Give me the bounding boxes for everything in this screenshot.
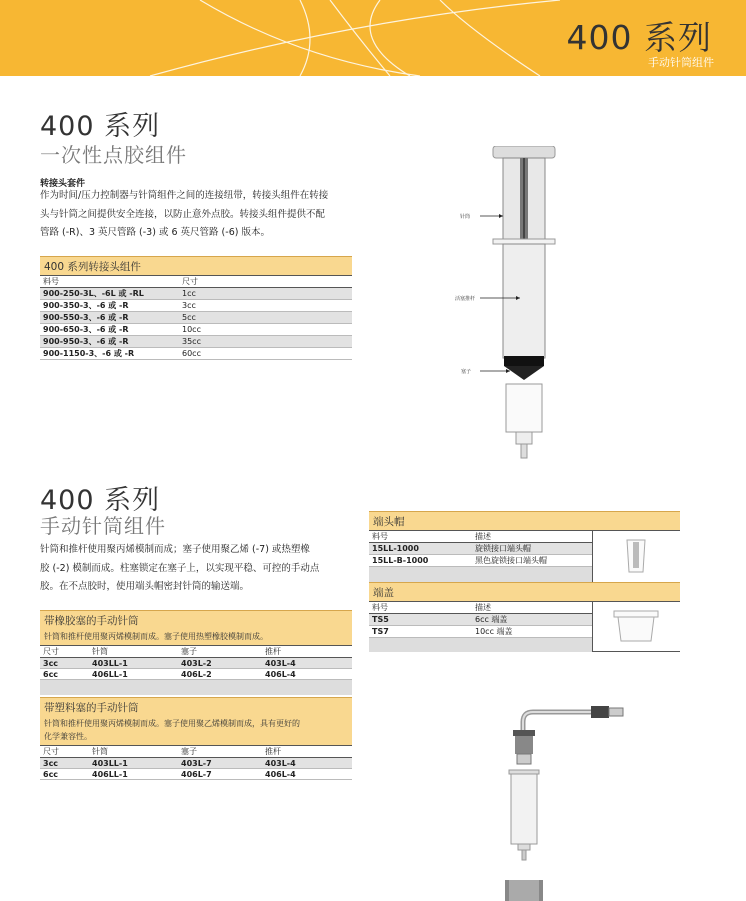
col-header: 尺寸 [40, 746, 89, 758]
col-header: 推杆 [262, 746, 352, 758]
table-header-row [40, 276, 352, 288]
cell-size: 1cc [179, 288, 352, 300]
para-line: 管路 (-R)、3 英尺管路 (-3) 或 6 英尺管路 (-6) 版本。 [40, 227, 270, 238]
cell: 403L-2 [178, 658, 262, 669]
table-row [40, 312, 352, 324]
table-row [40, 300, 352, 312]
cell-part: 900-950-3、-6 或 -R [40, 336, 179, 348]
plastic-stopper-table [40, 697, 352, 780]
cell-size: 3cc [179, 300, 352, 312]
adapter-table [40, 256, 352, 360]
table-row [40, 658, 352, 669]
tip-cap-table [369, 511, 680, 584]
note-line: 化学兼容性。 [44, 732, 92, 741]
table-row [40, 769, 352, 780]
cell-part: 900-350-3、-6 或 -R [40, 300, 179, 312]
syringe-illustration [470, 146, 570, 466]
callout-plunger: 活塞推杆 [455, 296, 476, 302]
col-header: 描述 [472, 531, 592, 543]
table-row [40, 288, 352, 300]
endcap-table-grid [369, 601, 680, 652]
cell-size: 5cc [179, 312, 352, 324]
tip-cap-illustration [621, 538, 651, 574]
table-header-row [369, 602, 680, 614]
para-line: 头与针筒之间提供安全连接，以防止意外点胶。转接头组件提供不配 [40, 208, 326, 220]
cell: 旋锁接口端头帽 [472, 543, 592, 555]
col-header: 塞子 [178, 646, 262, 658]
para-line: 作为时间/压力控制器与针筒组件之间的连接纽带，转接头组件在转接 [40, 190, 329, 201]
adapter-table-grid [40, 275, 352, 360]
table-note [40, 716, 352, 745]
para-line: 针筒和推杆使用聚丙烯模制而成；塞子使用聚乙烯 (-7) 或热塑橡 [40, 544, 310, 555]
cell-size: 60cc [179, 348, 352, 360]
cell: 3cc [40, 758, 89, 769]
cell: 6cc 端盖 [472, 614, 592, 626]
tipcap-table-grid [369, 530, 680, 584]
col-header: 塞子 [178, 746, 262, 758]
col-header: 尺寸 [40, 646, 89, 658]
header-title: 400 系列 [566, 18, 712, 57]
col-header: 描述 [472, 602, 592, 614]
end-cap-table [369, 582, 680, 652]
cell: 406LL-1 [89, 769, 178, 780]
col-header: 针筒 [89, 646, 178, 658]
col-header: 尺寸 [179, 276, 352, 288]
page-header [0, 0, 746, 76]
cell: 406L-7 [178, 769, 262, 780]
note-line: 针筒和推杆使用聚丙烯模制而成。塞子使用聚乙烯模制而成，具有更好的 [44, 719, 300, 728]
table-spacer [40, 680, 352, 695]
plastic-table-grid [40, 745, 352, 780]
section2-title: 400 系列 [40, 485, 161, 516]
para-line: 胶。在不点胶时，使用端头帽密封针筒的输送端。 [40, 581, 250, 592]
cell-size: 35cc [179, 336, 352, 348]
cell: 403L-7 [178, 758, 262, 769]
para-line: 胶 (-2) 模制而成。柱塞锁定在塞子上，以实现平稳、可控的手动点 [40, 562, 320, 574]
cell: 403L-4 [262, 758, 352, 769]
section2-paragraph [40, 541, 319, 597]
table-row [40, 348, 352, 360]
section2-subtitle: 手动针筒组件 [40, 514, 166, 538]
table-caption: 端盖 [369, 582, 680, 601]
cell-part: 900-250-3L、-6L 或 -RL [40, 288, 179, 300]
col-header: 针筒 [89, 746, 178, 758]
cell: 406L-4 [262, 769, 352, 780]
section1-subtitle: 一次性点胶组件 [40, 143, 187, 167]
cell: 403L-4 [262, 658, 352, 669]
cell: 403LL-1 [89, 758, 178, 769]
col-header: 料号 [369, 602, 472, 614]
table-caption: 带橡胶塞的手动针筒 [40, 610, 352, 629]
tip-cap-image-cell [592, 531, 680, 584]
table-row [40, 669, 352, 680]
table-row [40, 336, 352, 348]
callout-piston: 塞子 [461, 369, 472, 375]
cell: 406L-4 [262, 669, 352, 680]
cell: 406L-2 [178, 669, 262, 680]
table-caption: 带塑料塞的手动针筒 [40, 697, 352, 716]
cell: 10cc 端盖 [472, 626, 592, 638]
table-caption: 400 系列转接头组件 [40, 256, 352, 275]
table-row [40, 324, 352, 336]
col-header: 料号 [40, 276, 179, 288]
cell: 3cc [40, 658, 89, 669]
cell-part: 900-650-3、-6 或 -R [40, 324, 179, 336]
cell: 15LL-B-1000 [369, 555, 472, 567]
cell-part: 900-550-3、-6 或 -R [40, 312, 179, 324]
callout-barrel: 针筒 [460, 214, 471, 220]
cell: 6cc [40, 669, 89, 680]
table-header-row [40, 646, 352, 658]
cell: 6cc [40, 769, 89, 780]
table-row [40, 758, 352, 769]
table-caption: 端头帽 [369, 511, 680, 530]
cell: TS7 [369, 626, 472, 638]
end-cap-image-cell [592, 602, 680, 652]
section1-para-heading: 转接头套件 [40, 179, 86, 189]
header-subtitle: 手动针筒组件 [648, 56, 714, 69]
section1-title: 400 系列 [40, 111, 161, 142]
cell: TS5 [369, 614, 472, 626]
cell: 406LL-1 [89, 669, 178, 680]
cell: 403LL-1 [89, 658, 178, 669]
col-header: 料号 [369, 531, 472, 543]
rubber-stopper-table [40, 610, 352, 695]
cell-part: 900-1150-3、-6 或 -R [40, 348, 179, 360]
section1-paragraph [40, 187, 328, 243]
syringe-assembly-illustration [495, 700, 635, 901]
end-cap-illustration [611, 607, 661, 645]
rubber-table-grid [40, 645, 352, 680]
cell: 15LL-1000 [369, 543, 472, 555]
cell: 黑色旋锁接口端头帽 [472, 555, 592, 567]
cell-size: 10cc [179, 324, 352, 336]
table-header-row [369, 531, 680, 543]
table-header-row [40, 746, 352, 758]
table-note: 针筒和推杆使用聚丙烯模制而成。塞子使用热塑橡胶模制而成。 [40, 629, 352, 645]
col-header: 推杆 [262, 646, 352, 658]
